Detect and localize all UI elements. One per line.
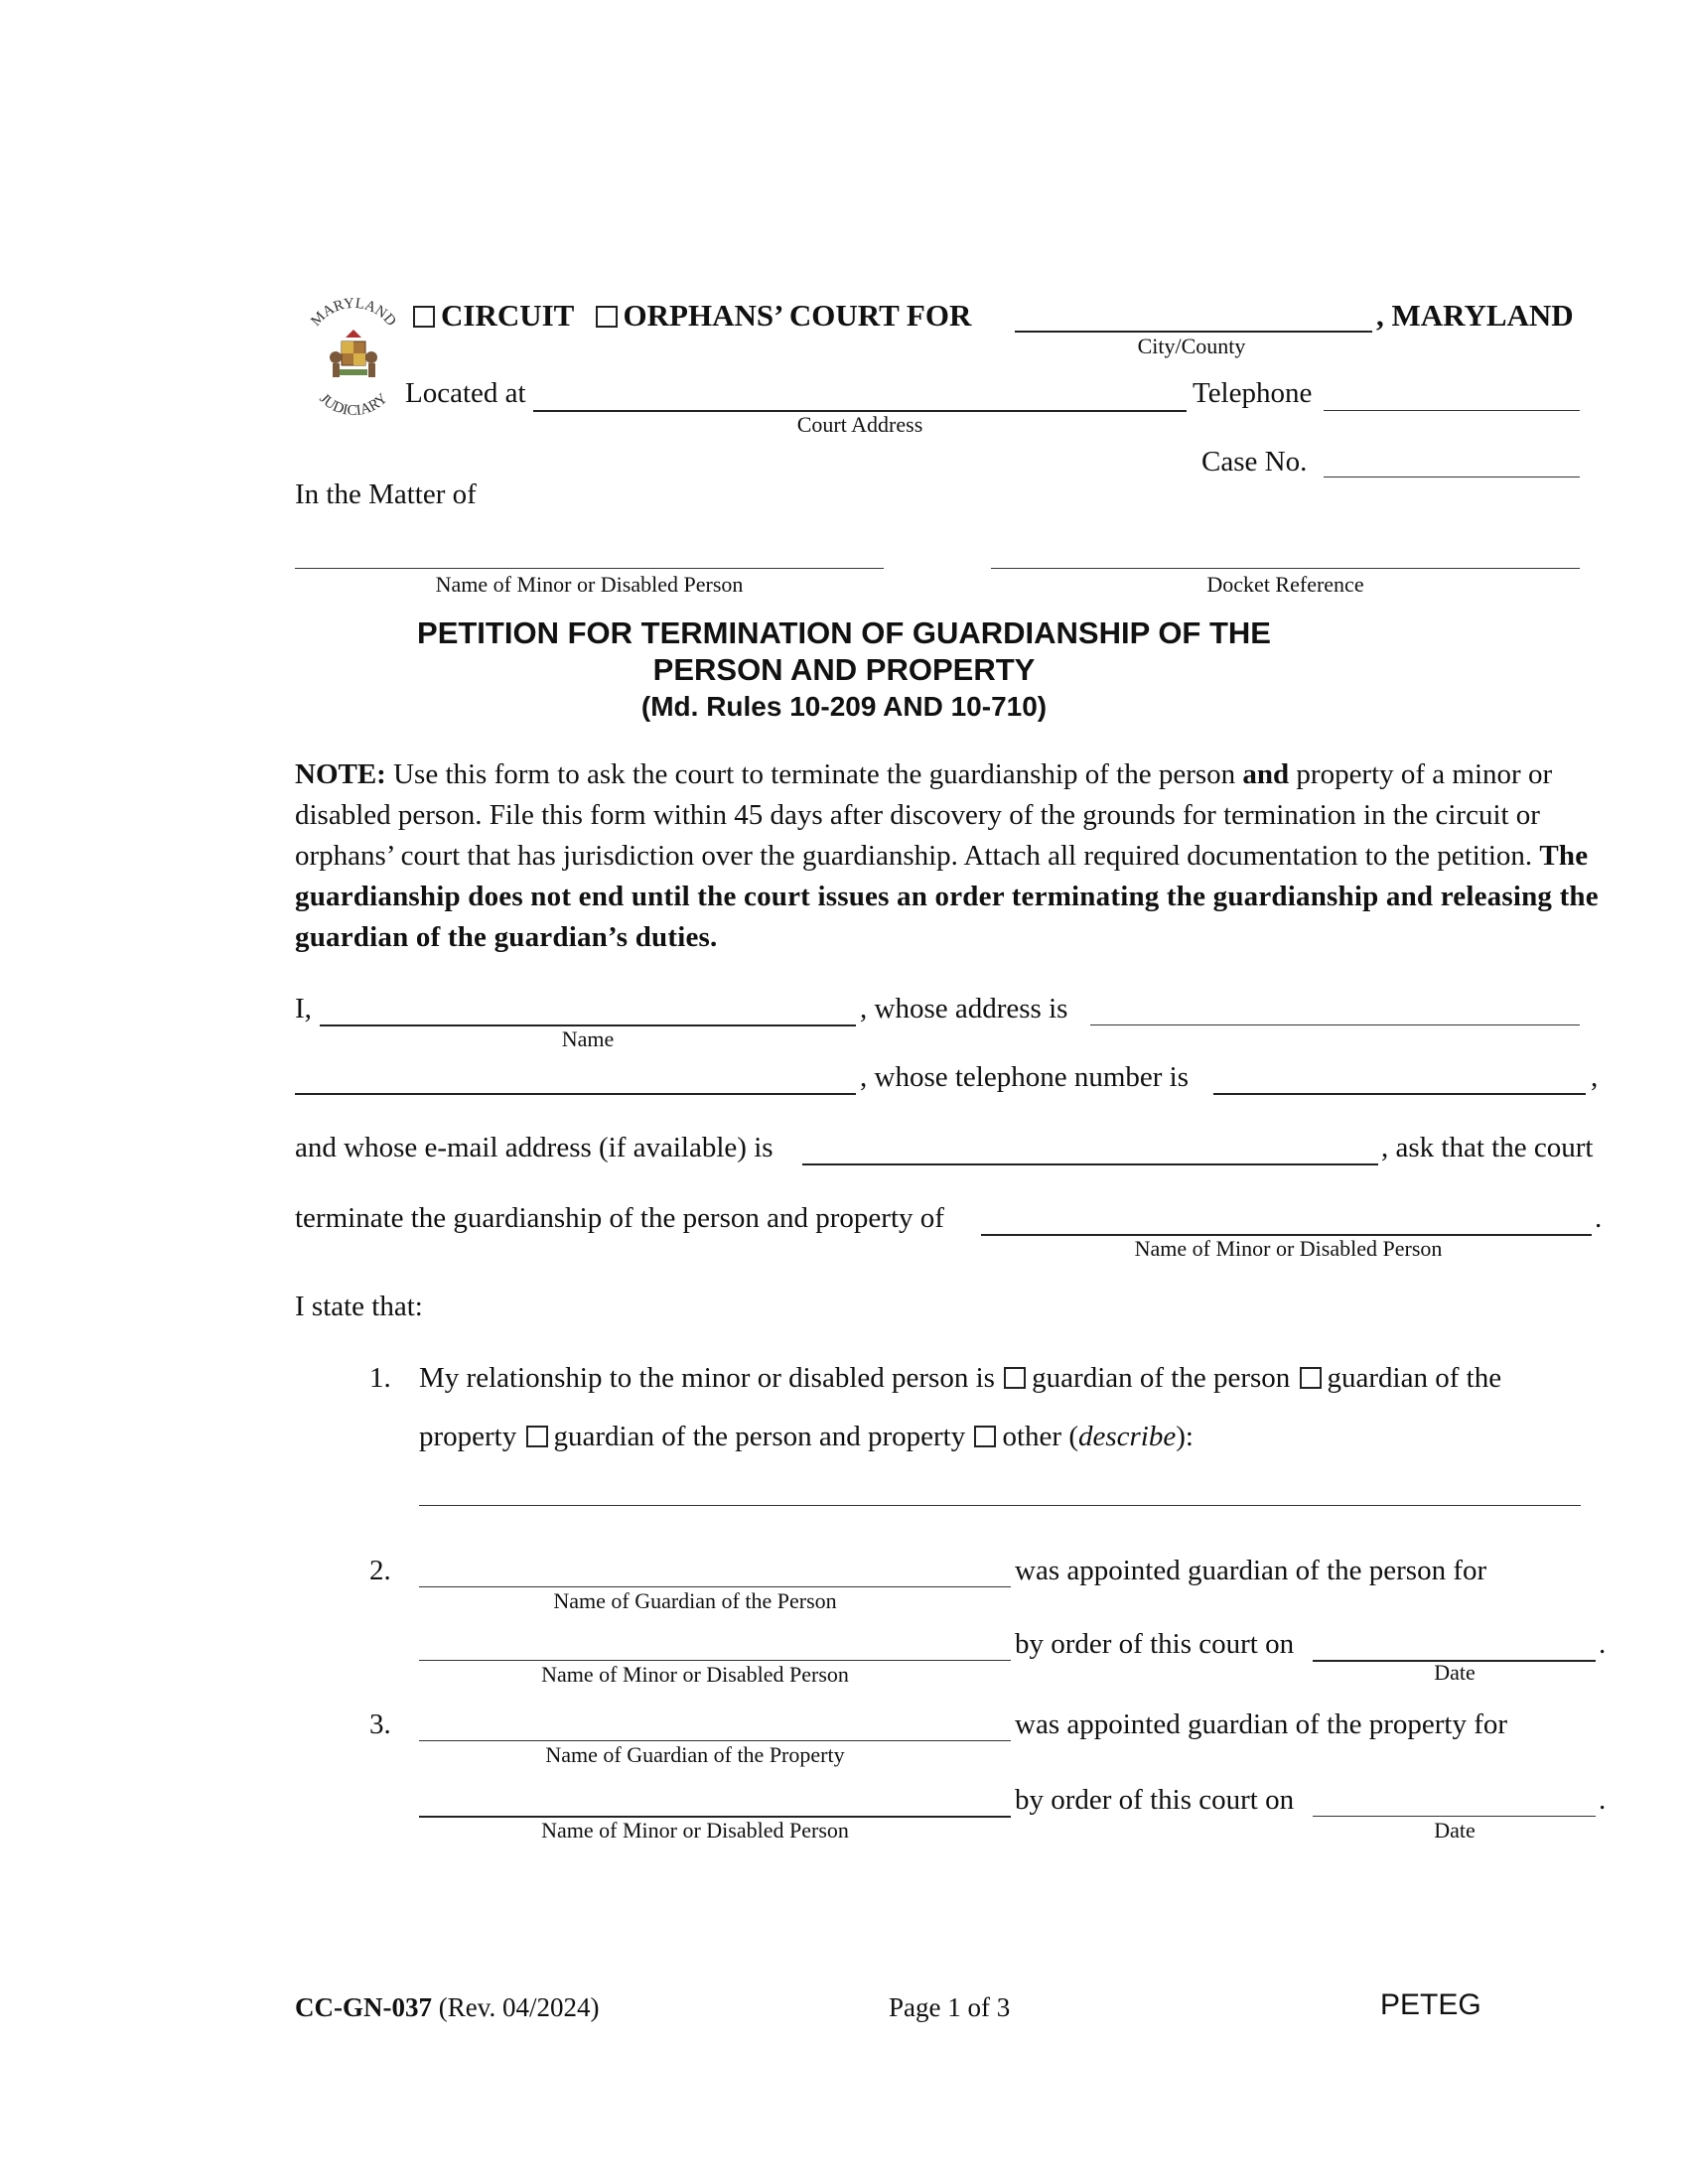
other-option: other ( bbox=[1002, 1421, 1078, 1452]
note-paragraph bbox=[295, 754, 1616, 958]
item-1-row-b bbox=[419, 1421, 1194, 1453]
docket-reference-caption: Docket Reference bbox=[1206, 572, 1364, 597]
i-state-that-label: I state that: bbox=[295, 1291, 423, 1322]
form-title-line2: PERSON AND PROPERTY bbox=[652, 652, 1036, 687]
note-bold-text: The guardianship does not end until the court issues an order terminating the guardianship and releasing the guardian of the guardian’s duties. bbox=[295, 840, 1599, 953]
guardian-of-person-caption: Name of Guardian of the Person bbox=[553, 1588, 837, 1613]
court-address-caption: Court Address bbox=[796, 412, 923, 437]
petitioner-address-field-1[interactable] bbox=[1090, 1024, 1580, 1025]
item-2-period: . bbox=[1599, 1628, 1607, 1660]
item-3-appointed-label: was appointed guardian of the property for bbox=[1015, 1708, 1508, 1740]
form-number bbox=[295, 1992, 599, 2023]
city-county-field[interactable] bbox=[1015, 331, 1372, 333]
svg-text:MARYLAND bbox=[308, 296, 399, 330]
guardian-both-option: guardian of the person and property bbox=[553, 1421, 966, 1452]
telephone-label: Telephone bbox=[1193, 377, 1313, 409]
other-close: ): bbox=[1176, 1421, 1194, 1452]
form-code: PETEG bbox=[1380, 1988, 1481, 2021]
circuit-label: CIRCUIT bbox=[441, 298, 574, 333]
describe-word: describe bbox=[1077, 1421, 1177, 1452]
item-3-minor-caption: Name of Minor or Disabled Person bbox=[541, 1818, 849, 1843]
guardian-both-checkbox[interactable] bbox=[526, 1426, 548, 1447]
item-2-number: 2. bbox=[369, 1555, 391, 1586]
terminate-label: terminate the guardianship of the person and property of bbox=[295, 1202, 944, 1234]
maryland-label: , MARYLAND bbox=[1376, 298, 1574, 333]
item-3-order-label: by order of this court on bbox=[1015, 1784, 1295, 1816]
case-no-field[interactable] bbox=[1324, 477, 1580, 478]
orphans-checkbox[interactable] bbox=[596, 306, 618, 328]
guardian-person-option: guardian of the person bbox=[1032, 1362, 1291, 1394]
form-number-code: CC-GN-037 bbox=[295, 1992, 432, 2022]
circuit-checkbox[interactable] bbox=[413, 306, 435, 328]
email-label: and whose e-mail address (if available) is bbox=[295, 1132, 774, 1163]
item-1-number: 1. bbox=[369, 1362, 391, 1394]
item-3-date-field[interactable] bbox=[1313, 1816, 1596, 1817]
in-the-matter-label: In the Matter of bbox=[295, 478, 477, 510]
subject-minor-caption: Name of Minor or Disabled Person bbox=[1134, 1236, 1443, 1261]
city-county-caption: City/County bbox=[1137, 334, 1246, 358]
guardian-property-option-a: guardian of the bbox=[1327, 1362, 1502, 1394]
maryland-judiciary-seal bbox=[298, 294, 409, 425]
petitioner-email-field[interactable] bbox=[802, 1163, 1378, 1165]
guardian-of-property-name-field[interactable] bbox=[419, 1740, 1011, 1741]
guardian-property-option-b: property bbox=[419, 1421, 517, 1452]
item-2-minor-caption: Name of Minor or Disabled Person bbox=[541, 1662, 849, 1687]
orphans-court-label: ORPHANS’ COURT FOR bbox=[623, 298, 972, 333]
item-3-date-caption: Date bbox=[1434, 1818, 1476, 1843]
petitioner-address-field-2[interactable] bbox=[295, 1093, 856, 1095]
item-3-number: 3. bbox=[369, 1708, 391, 1740]
guardian-property-checkbox[interactable] bbox=[1300, 1367, 1322, 1389]
court-telephone-field[interactable] bbox=[1324, 410, 1580, 411]
petitioner-telephone-field[interactable] bbox=[1213, 1093, 1586, 1095]
guardian-of-person-name-field[interactable] bbox=[419, 1586, 1011, 1587]
ask-court-label: , ask that the court bbox=[1381, 1132, 1594, 1163]
petitioner-name-caption: Name bbox=[561, 1026, 615, 1051]
i-label: I, bbox=[295, 993, 312, 1024]
whose-telephone-label: , whose telephone number is bbox=[860, 1061, 1190, 1093]
note-text-1: Use this form to ask the court to terminate the guardianship of the person bbox=[385, 758, 1243, 790]
page-number: Page 1 of 3 bbox=[889, 1992, 1011, 2022]
form-revision: (Rev. 04/2024) bbox=[431, 1992, 600, 2022]
note-and-word: and bbox=[1242, 758, 1290, 790]
guardian-of-property-caption: Name of Guardian of the Property bbox=[545, 1742, 845, 1767]
telephone-comma: , bbox=[1591, 1061, 1599, 1093]
note-label: NOTE: bbox=[295, 758, 386, 790]
minor-name-field[interactable] bbox=[295, 568, 884, 569]
item-2-order-label: by order of this court on bbox=[1015, 1628, 1295, 1660]
court-type-row bbox=[411, 298, 971, 334]
item-2-appointed-label: was appointed guardian of the person for bbox=[1015, 1555, 1487, 1586]
guardian-person-checkbox[interactable] bbox=[1004, 1367, 1026, 1389]
other-relationship-checkbox[interactable] bbox=[974, 1426, 996, 1447]
item-2-minor-name-field[interactable] bbox=[419, 1660, 1011, 1661]
terminate-period: . bbox=[1595, 1202, 1603, 1234]
relationship-label: My relationship to the minor or disabled person is bbox=[419, 1362, 995, 1394]
other-relationship-field[interactable] bbox=[419, 1505, 1581, 1506]
minor-name-caption: Name of Minor or Disabled Person bbox=[435, 572, 744, 597]
case-no-label: Case No. bbox=[1201, 446, 1308, 478]
item-3-period: . bbox=[1599, 1784, 1607, 1816]
docket-reference-field[interactable] bbox=[991, 568, 1580, 569]
item-2-date-caption: Date bbox=[1434, 1660, 1476, 1685]
form-title-rules: (Md. Rules 10-209 AND 10-710) bbox=[640, 691, 1048, 722]
whose-address-label: , whose address is bbox=[860, 993, 1068, 1024]
seal-top-text: MARYLAND bbox=[308, 295, 399, 330]
seal-bottom-text: JUDICIARY bbox=[316, 390, 391, 420]
svg-text:JUDICIARY bbox=[316, 390, 390, 419]
located-at-label: Located at bbox=[405, 377, 526, 409]
item-1-row-a bbox=[419, 1362, 1501, 1395]
form-title-line1: PETITION FOR TERMINATION OF GUARDIANSHIP OF THE bbox=[417, 615, 1271, 650]
note-text-2: property of a minor or disabled person. File this form within 45 days after discovery of the grounds for termination in the circuit or orphans’ court that has jurisdiction over the guardianship. Attach all required documentation to the petition. bbox=[295, 758, 1553, 872]
